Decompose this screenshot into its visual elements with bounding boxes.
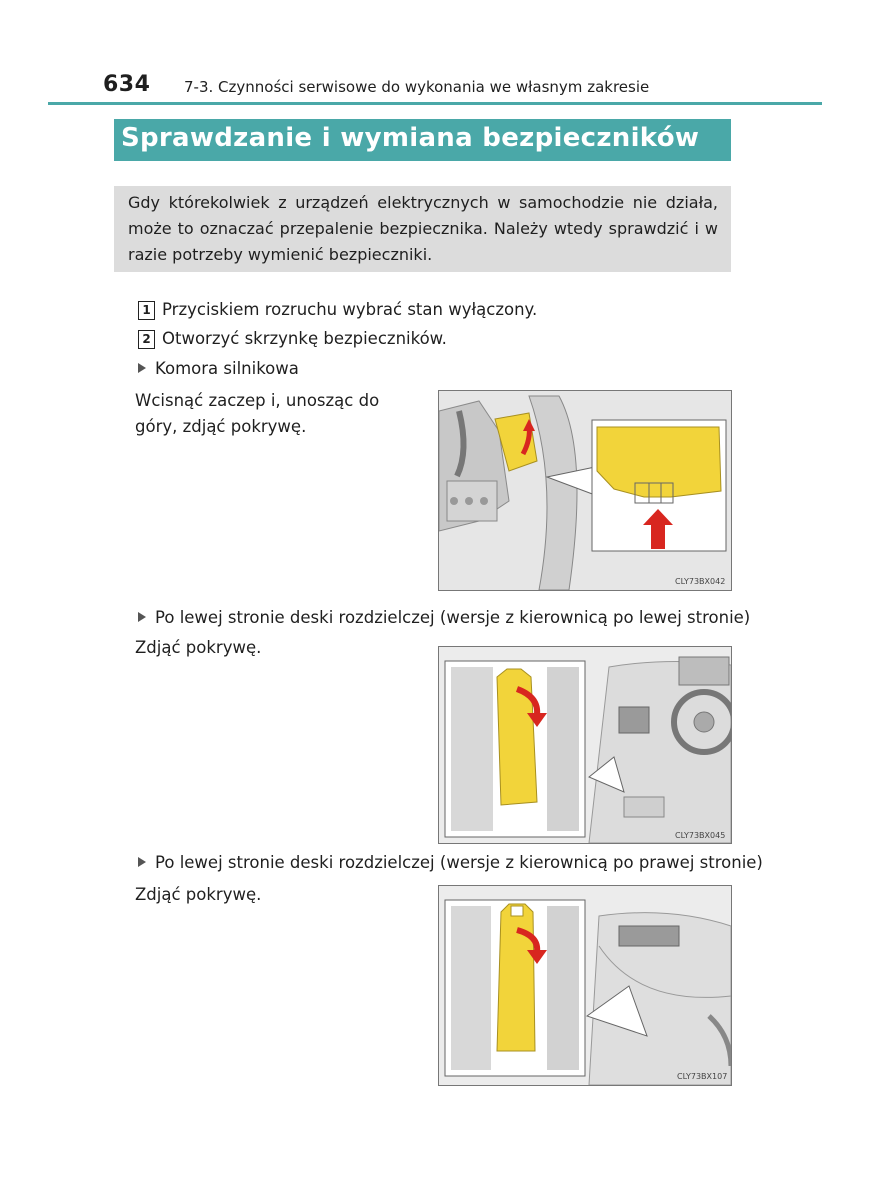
header-rule — [48, 102, 822, 105]
section-heading-lhd — [138, 608, 750, 627]
section-text-engine: Wcisnąć zaczep i, unosząc do góry, zdjąć pokrywę. — [135, 391, 380, 436]
page-number: 634 — [103, 72, 151, 97]
bullet-triangle-icon — [138, 857, 146, 867]
section-heading-engine — [138, 359, 299, 378]
engine-compartment-illustration — [439, 391, 731, 590]
figure-code: CLY73BX042 — [675, 577, 726, 586]
step-number: 1 — [138, 301, 155, 320]
figure-rhd-fusebox — [438, 885, 732, 1086]
step-text: Przyciskiem rozruchu wybrać stan wyłączony. — [162, 300, 538, 319]
step-2 — [138, 329, 447, 349]
page-title: Sprawdzanie i wymiana bezpieczników — [121, 123, 700, 153]
section-heading-text: Komora silnikowa — [155, 359, 299, 378]
dashboard-rhd-illustration — [439, 886, 731, 1085]
step-text: Otworzyć skrzynkę bezpieczników. — [162, 329, 447, 348]
section-heading-text: Po lewej stronie deski rozdzielczej (wersje z kierownicą po lewej stronie) — [155, 608, 751, 627]
section-heading-rhd — [138, 853, 763, 872]
step-1 — [138, 300, 537, 320]
bullet-triangle-icon — [138, 363, 146, 373]
figure-engine-fusebox — [438, 390, 732, 591]
dashboard-lhd-illustration — [439, 647, 731, 843]
bullet-triangle-icon — [138, 612, 146, 622]
figure-code: CLY73BX107 — [677, 1072, 728, 1081]
intro-text: Gdy którekolwiek z urządzeń elektrycznych w samochodzie nie działa, może to oznaczać przepalenie bezpiecznika. Należy wtedy sprawdzić i w razie potrzeby wymienić bezpieczniki. — [128, 193, 718, 264]
section-text-rhd: Zdjąć pokrywę. — [135, 885, 262, 904]
section-text-lhd: Zdjąć pokrywę. — [135, 638, 262, 657]
chapter-title: 7-3. Czynności serwisowe do wykonania we własnym zakresie — [184, 78, 650, 96]
figure-lhd-fusebox — [438, 646, 732, 844]
figure-code: CLY73BX045 — [675, 831, 726, 840]
step-number: 2 — [138, 330, 155, 349]
section-heading-text: Po lewej stronie deski rozdzielczej (wersje z kierownicą po prawej stronie) — [155, 853, 763, 872]
